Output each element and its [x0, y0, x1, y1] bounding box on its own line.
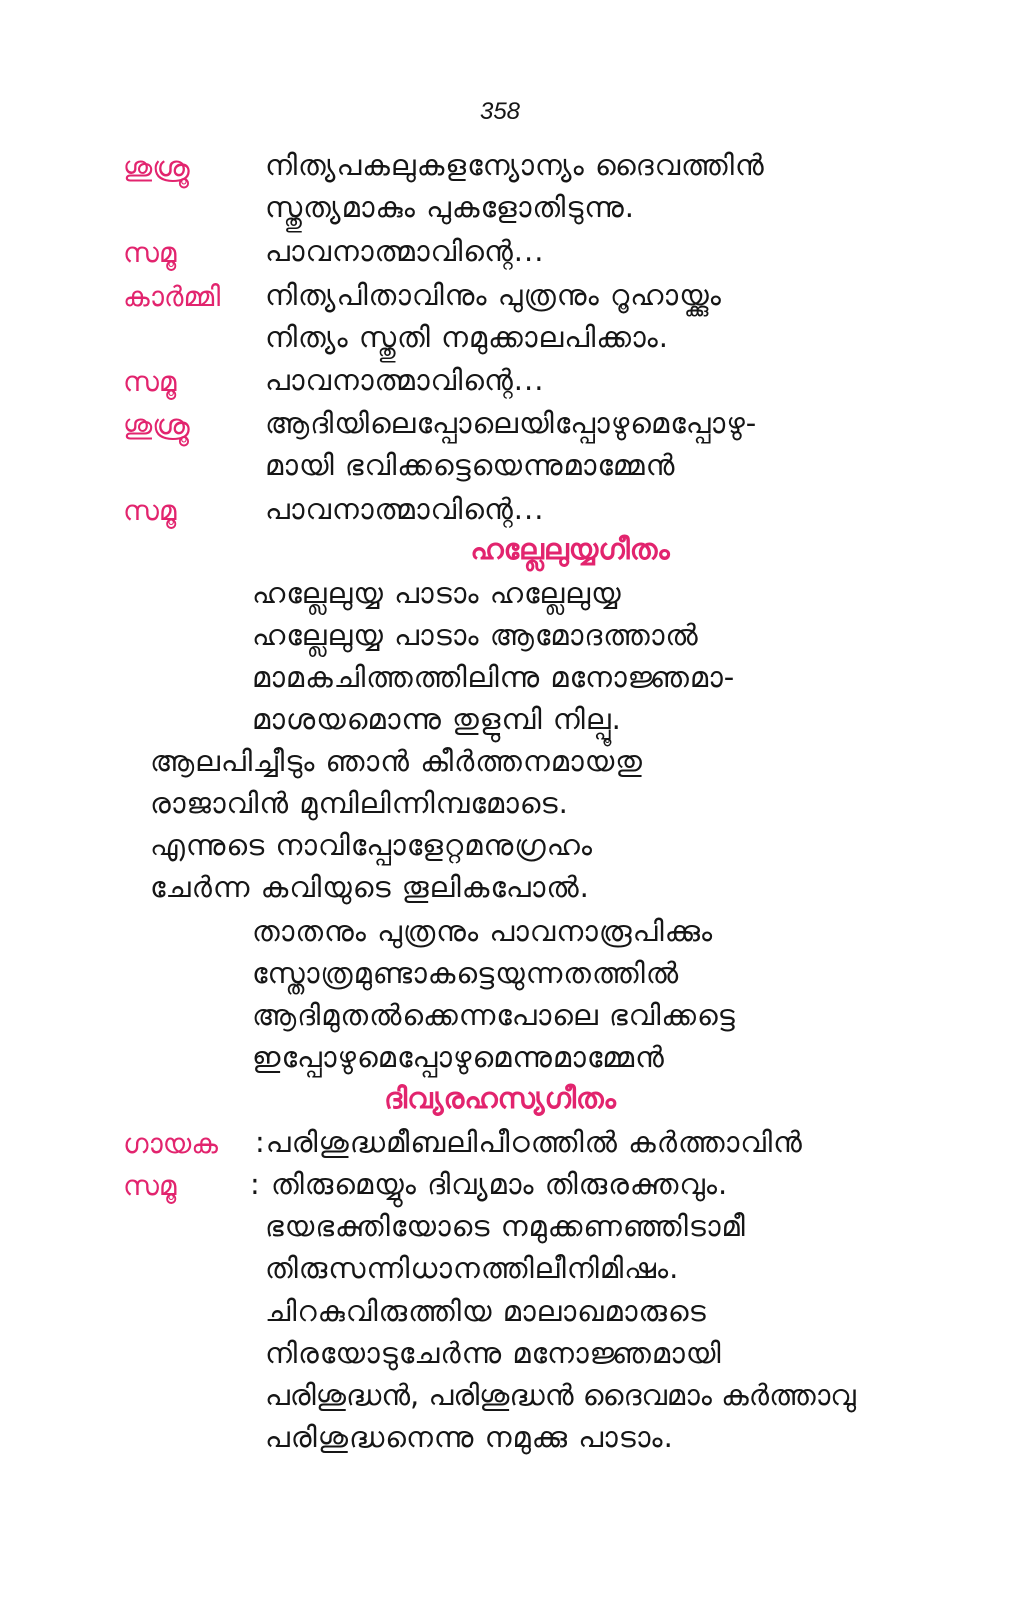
verse-line: നിത്യം സ്തുതി നമുക്കാലപിക്കാം. [265, 320, 669, 354]
verse-line: പാവനാത്മാവിന്റെ... [265, 492, 545, 526]
verse-line: ചിറകുവിരുത്തിയ മാലാഖമാരുടെ [265, 1294, 707, 1328]
hymn-line: സ്തോത്രമുണ്ടാകട്ടെയുന്നതത്തിൽ [252, 956, 680, 990]
speaker-label: സമൂ [123, 1169, 177, 1202]
verse-line: ഭയഭക്തിയോടെ നമുക്കണഞ്ഞിടാമീ [265, 1209, 746, 1243]
hymn-line: മാശയമൊന്നു തുളുമ്പി നില്പൂ. [252, 702, 622, 736]
section-heading: ഹല്ലേലുയ്യഗീതം [470, 532, 670, 566]
hymn-line: ഹല്ലേലുയ്യ പാടാം ആമോദത്താൽ [252, 618, 699, 652]
verse-line: തിരുസന്നിധാനത്തിലീനിമിഷം. [265, 1251, 680, 1285]
hymn-line: ആലപിച്ചീടും ഞാൻ കീർത്തനമായതു [150, 744, 643, 778]
verse-line: മായി ഭവിക്കട്ടെയെന്നുമാമ്മേൻ [265, 448, 676, 482]
verse-line: പാവനാത്മാവിന്റെ... [265, 363, 545, 397]
hymn-line: എന്നുടെ നാവിപ്പോളേറ്റമനുഗ്രഹം [150, 828, 594, 862]
hymn-line: ഇപ്പോഴുമെപ്പോഴുമെന്നുമാമ്മേൻ [252, 1040, 665, 1074]
hymn-line: താതനും പുത്രനും പാവനാരൂപിക്കും [252, 914, 714, 948]
speaker-label: കാർമ്മി [123, 280, 221, 313]
hymn-line: ഹല്ലേലുയ്യ പാടാം ഹല്ലേലുയ്യ [252, 576, 622, 610]
hymn-line: ചേർന്ന കവിയുടെ തൂലികപോൽ. [150, 870, 590, 904]
speaker-label: സമൂ [123, 236, 177, 269]
hymn-line: രാജാവിൻ മുമ്പിലിന്നിമ്പമോടെ. [150, 786, 569, 820]
verse-line: പരിശുദ്ധൻ, പരിശുദ്ധൻ ദൈവമാം കർത്താവു [265, 1378, 856, 1412]
hymn-line: മാമകചിത്തത്തിലിന്നു മനോജ്ഞമാ- [252, 660, 736, 694]
speaker-label: സമൂ [123, 365, 177, 398]
speaker-label: ശുശ്രൂ [123, 408, 190, 441]
section-heading: ദിവ്യരഹസ്യഗീതം [384, 1081, 616, 1115]
speaker-label: ഗായക [123, 1127, 218, 1160]
verse-line: ആദിയിലെപ്പോലെയിപ്പോഴുമെപ്പോഴു- [265, 406, 758, 440]
speaker-label: ശുശ്രൂ [123, 150, 190, 183]
verse-line: സ്തുത്യമാകും പുകളോതിടുന്നു. [265, 190, 636, 224]
verse-line: പരിശുദ്ധനെന്നു നമുക്കു പാടാം. [265, 1420, 674, 1454]
verse-line: : തിരുമെയ്യും ദിവ്യമാം തിരുരക്തവും. [250, 1167, 729, 1201]
verse-line: :പരിശുദ്ധമീബലിപീഠത്തിൽ കർത്താവിൻ [255, 1125, 803, 1159]
verse-line: പാവനാത്മാവിന്റെ... [265, 234, 545, 268]
speaker-label: സമൂ [123, 494, 177, 527]
verse-line: നിത്യപിതാവിനും പുത്രനും റൂഹായ്ക്കും [265, 278, 722, 312]
page-number: 358 [479, 98, 521, 125]
verse-line: നിരയോടുചേർന്നു മനോജ്ഞമായി [265, 1336, 722, 1370]
hymn-line: ആദിമുതൽക്കെന്നപോലെ ഭവിക്കട്ടെ [252, 998, 736, 1032]
verse-line: നിത്യപകലുകളന്യോന്യം ദൈവത്തിൻ [265, 148, 765, 182]
